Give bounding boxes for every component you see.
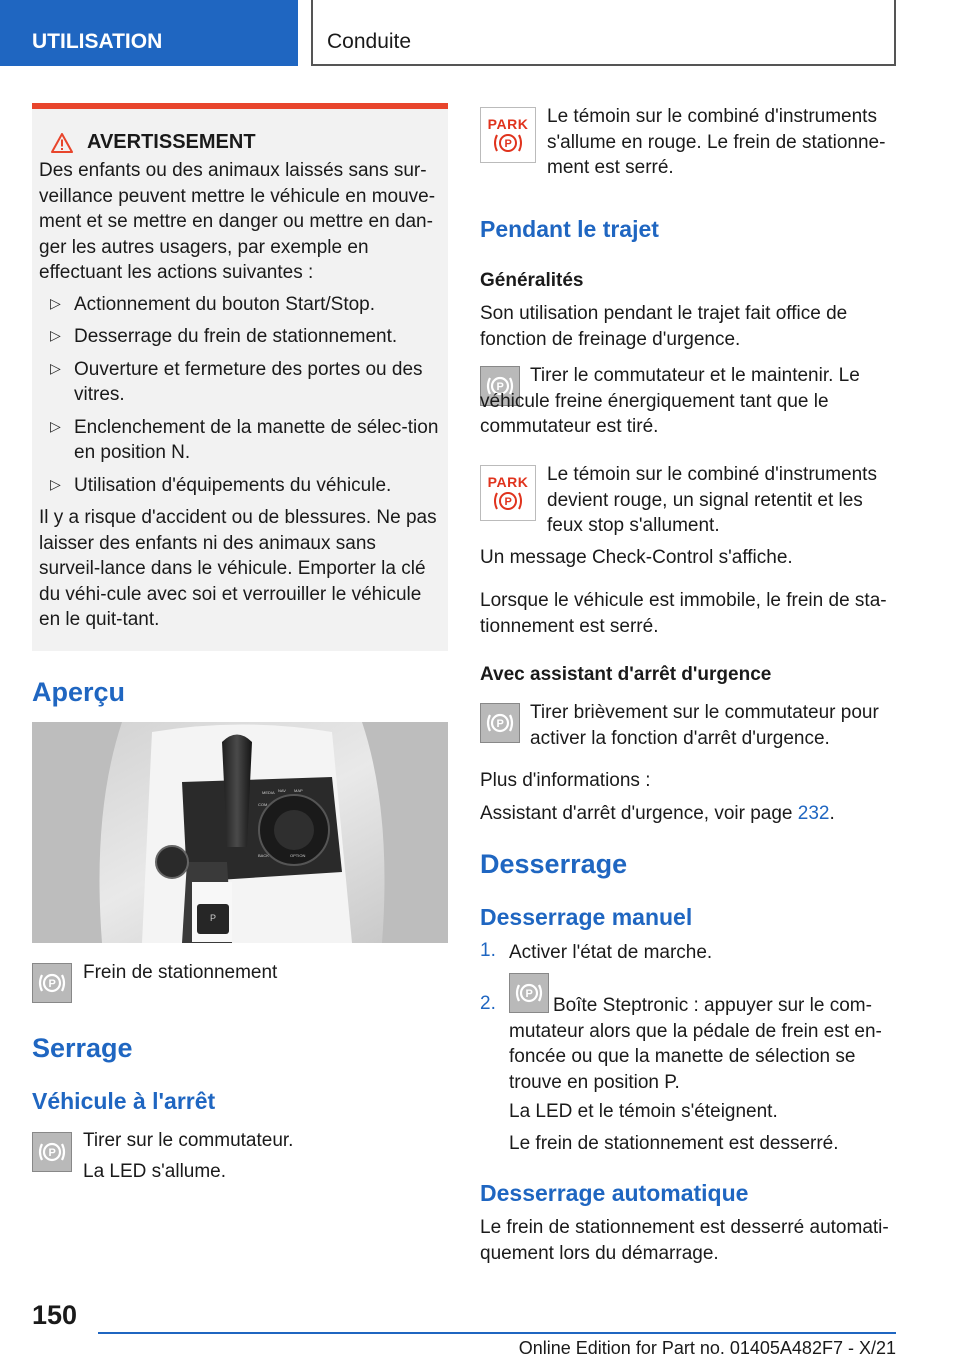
desserrage-manuel-heading: Desserrage manuel bbox=[480, 904, 693, 930]
desserrage-auto-text: Le frein de stationnement est desserré automati-quement lors du démarrage. bbox=[480, 1217, 889, 1264]
photo-label-back: BACK bbox=[258, 853, 269, 858]
park-indicator-icon bbox=[480, 465, 536, 521]
warning-outro: Il y a risque d'accident ou de blessures. Ne pas laisser des enfants ni des animaux sans surveil-lance dans le véhicule. Emporter la clé du véhi-cule avec soi et verrouiller le véhicule en le quit-tant. bbox=[39, 507, 437, 630]
warning-box bbox=[32, 103, 448, 651]
page-number: 150 bbox=[32, 1300, 78, 1330]
park-circle-letter: P bbox=[504, 137, 512, 150]
step2-text: Boîte Steptronic : appuyer sur le com-mutateur alors que la pédale de frein est en-foncée ou que la manette de sélection se trouve en position P. bbox=[509, 995, 882, 1093]
serrage-heading: Serrage bbox=[32, 1033, 133, 1063]
page-link-232[interactable]: 232 bbox=[797, 803, 830, 824]
step2-result-b: Le frein de stationnement est desserré. bbox=[509, 1133, 839, 1154]
section-tab bbox=[0, 0, 298, 66]
park-circle-letter: P bbox=[504, 495, 512, 508]
bullet-triangle-icon: ▷ bbox=[50, 475, 61, 492]
svg-text:P: P bbox=[496, 718, 504, 730]
console-photo bbox=[32, 722, 448, 943]
park-indicator-text: Le témoin sur le combiné d'instruments s'allume en rouge. Le frein de stationne-ment est serré. bbox=[547, 106, 886, 178]
trajet-heading: Pendant le trajet bbox=[480, 216, 659, 242]
apercu-caption: Frein de stationnement bbox=[83, 962, 278, 983]
park-label: PARK bbox=[487, 115, 529, 132]
serrage-subheading: Véhicule à l'arrêt bbox=[32, 1088, 216, 1114]
step-number: 1. bbox=[480, 940, 496, 961]
bullet-triangle-icon: ▷ bbox=[50, 359, 61, 376]
trajet-p5: Lorsque le véhicule est immobile, le frein de sta-tionnement est serré. bbox=[480, 590, 887, 637]
trajet-p3: Le témoin sur le combiné d'instruments devient rouge, un signal retentit et les feux stop s'allument. bbox=[547, 464, 877, 536]
list-item-text: Enclenchement de la manette de sélec-tion en position N. bbox=[74, 416, 439, 463]
trajet-p4: Un message Check-Control s'affiche. bbox=[480, 547, 793, 568]
warning-title bbox=[39, 131, 440, 154]
trajet-p8-end: . bbox=[829, 803, 835, 824]
trajet-p1: Son utilisation pendant le trajet fait office de fonction de freinage d'urgence. bbox=[480, 303, 848, 350]
list-item-text: Actionnement du bouton Start/Stop. bbox=[74, 293, 376, 315]
parking-brake-switch-icon bbox=[32, 963, 72, 1003]
list-item bbox=[39, 473, 440, 499]
list-item bbox=[39, 292, 440, 318]
serrage-line1: Tirer sur le commutateur. bbox=[83, 1130, 294, 1151]
parking-brake-switch-icon bbox=[32, 1132, 72, 1172]
warning-title-text: AVERTISSEMENT bbox=[87, 131, 256, 153]
photo-label-nav: NAV bbox=[278, 788, 286, 793]
step2-result-a: La LED et le témoin s'éteignent. bbox=[509, 1101, 778, 1122]
photo-label-map: MAP bbox=[294, 788, 303, 793]
step1-text: Activer l'état de marche. bbox=[509, 942, 713, 963]
svg-text:P: P bbox=[496, 381, 504, 393]
list-item bbox=[39, 324, 440, 350]
trajet-p8 bbox=[480, 801, 835, 827]
list-item-text: Desserrage du frein de stationnement. bbox=[74, 326, 398, 347]
trajet-p2: Tirer le commutateur et le maintenir. Le véhicule freine énergiquement tant que le commutateur est tiré. bbox=[480, 365, 860, 437]
desserrage-heading: Desserrage bbox=[480, 849, 628, 879]
chapter-tab bbox=[311, 0, 896, 66]
step-number: 2. bbox=[480, 993, 496, 1014]
console-illustration bbox=[32, 722, 448, 943]
svg-text:P: P bbox=[48, 1147, 56, 1159]
park-label: PARK bbox=[487, 473, 529, 490]
list-item-text: Utilisation d'équipements du véhicule. bbox=[74, 474, 392, 496]
trajet-p6: Tirer brièvement sur le commutateur pour activer la fonction d'arrêt d'urgence. bbox=[530, 702, 879, 749]
warning-triangle-icon bbox=[51, 133, 73, 153]
chapter-title: Conduite bbox=[327, 30, 412, 53]
svg-text:P: P bbox=[48, 978, 56, 990]
generalites-heading: Généralités bbox=[480, 270, 584, 291]
photo-label-media: MEDIA bbox=[262, 790, 275, 795]
bullet-triangle-icon: ▷ bbox=[50, 327, 61, 343]
warning-list bbox=[39, 292, 440, 499]
list-item bbox=[39, 415, 440, 466]
list-item bbox=[39, 357, 440, 408]
serrage-line2: La LED s'allume. bbox=[83, 1161, 227, 1182]
section-title: UTILISATION bbox=[32, 30, 163, 53]
list-item-text: Ouverture et fermeture des portes ou des vitres. bbox=[74, 358, 423, 405]
assist-heading: Avec assistant d'arrêt d'urgence bbox=[480, 664, 772, 685]
park-indicator-icon bbox=[480, 107, 536, 163]
bullet-triangle-icon: ▷ bbox=[50, 294, 61, 311]
bullet-triangle-icon: ▷ bbox=[50, 417, 61, 434]
parking-brake-switch-icon bbox=[480, 703, 520, 743]
warning-intro: Des enfants ou des animaux laissés sans sur-veillance peuvent mettre le véhicule en mouve-ment et se mettre en danger ou mettre en dan-ger les autres usagers, par exemple en effectuant les actions suivantes : bbox=[39, 160, 436, 283]
svg-text:P: P bbox=[525, 988, 533, 1000]
trajet-p7: Plus d'informations : bbox=[480, 770, 651, 791]
desserrage-auto-heading: Desserrage automatique bbox=[480, 1180, 749, 1206]
footer-divider bbox=[98, 1332, 896, 1334]
trajet-p8-text: Assistant d'arrêt d'urgence, voir page bbox=[480, 803, 798, 824]
photo-label-com: COM bbox=[258, 802, 268, 807]
footer-edition: Online Edition for Part no. 01405A482F7 - X/21 bbox=[518, 1338, 896, 1358]
apercu-heading: Aperçu bbox=[32, 677, 126, 707]
photo-label-option: OPTION bbox=[290, 853, 306, 858]
photo-park-letter: P bbox=[210, 913, 217, 923]
